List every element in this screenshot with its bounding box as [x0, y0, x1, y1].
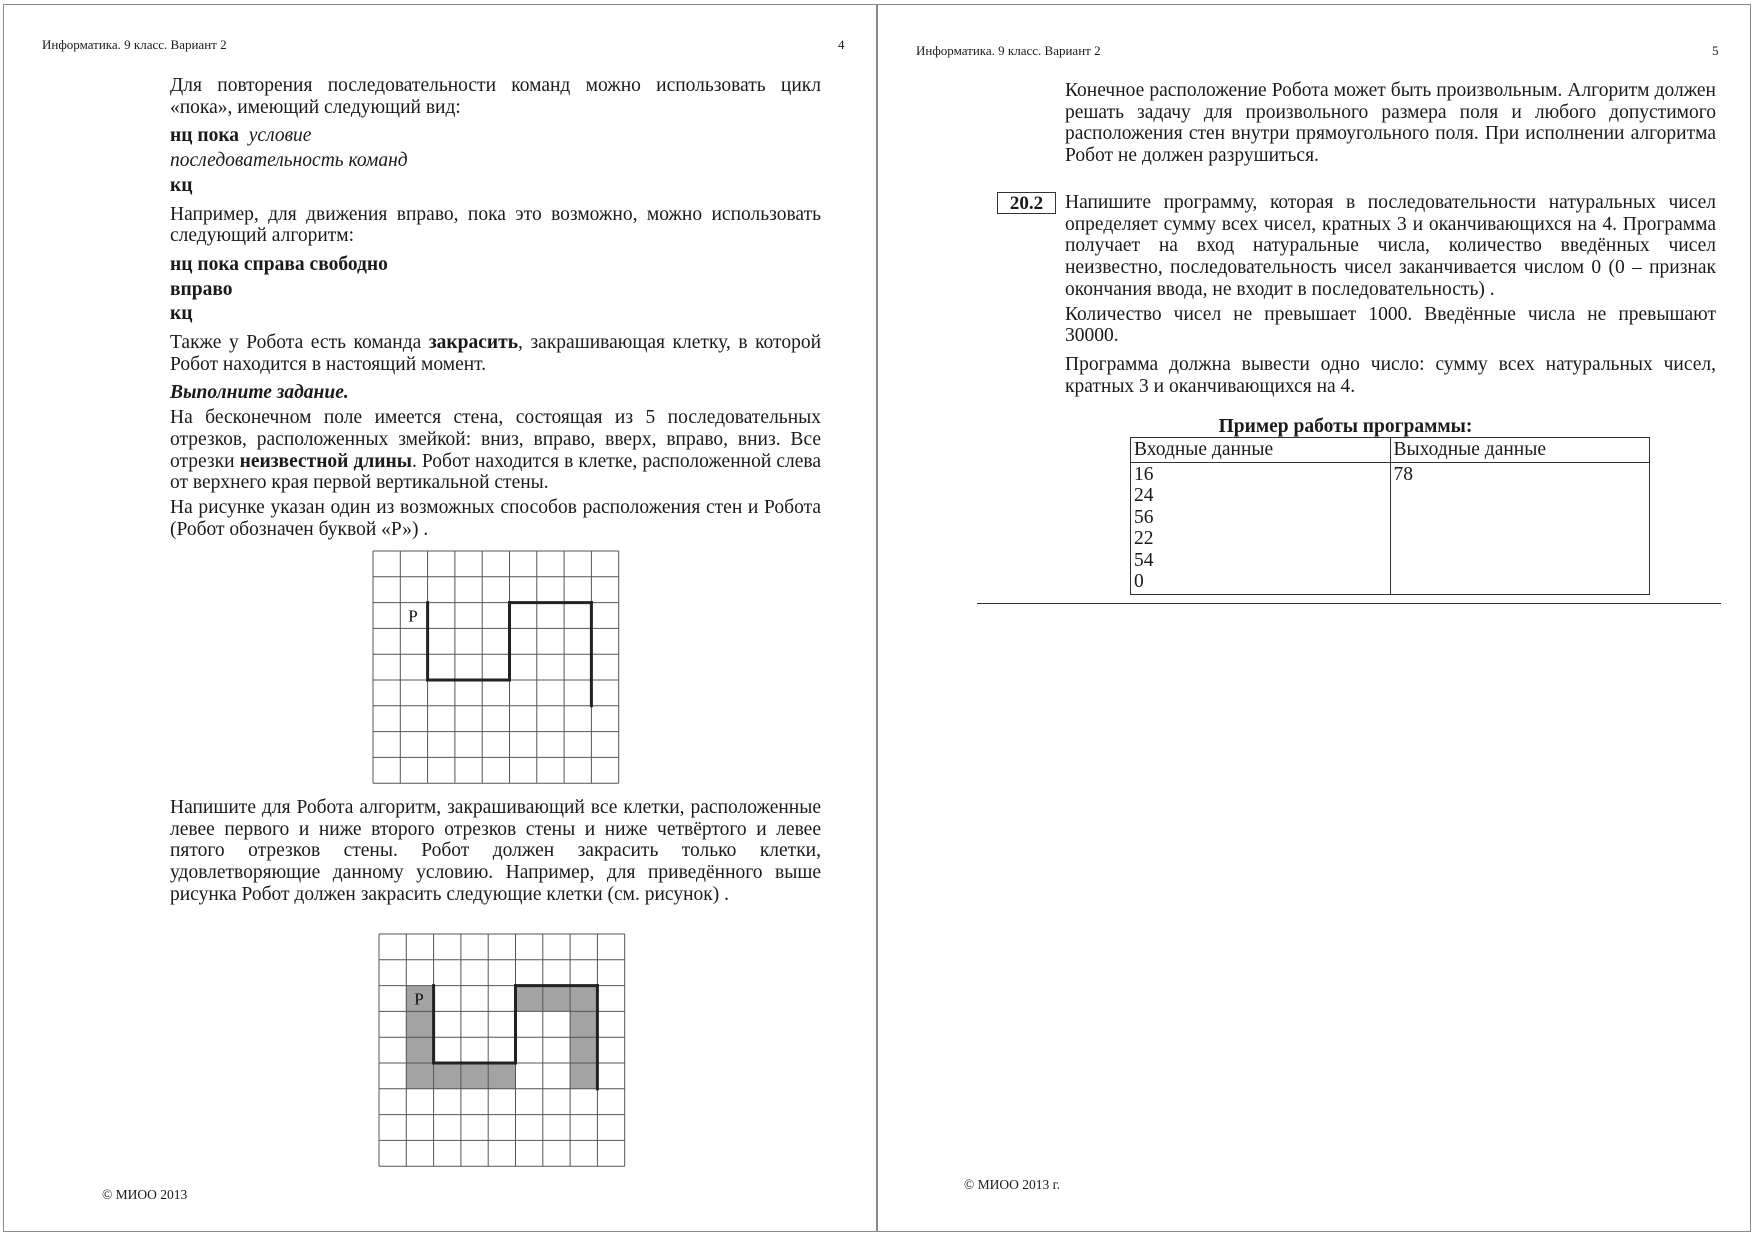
output-value: 78 [1393, 463, 1413, 485]
page-header-title: Информатика. 9 класс. Вариант 2 [916, 43, 1101, 58]
shaded-cell [516, 986, 543, 1012]
task-p1-post: . Робот находится в клетке, расположенной слева от верхнего края первой вертикальной стены. [170, 450, 821, 494]
task-paragraph-3: Программа должна вывести одно число: сумму всех натуральных чисел, кратных 3 и оканчивающихся на 4. [1065, 353, 1716, 397]
code-line-1: нц пока справа свободно [170, 253, 388, 275]
task-p1-bold: неизвестной длины [239, 450, 412, 472]
example-title: Пример работы программы: [1218, 416, 1473, 437]
shaded-cell [570, 1063, 597, 1089]
code-line-2: вправо [170, 278, 233, 300]
shaded-cell [461, 1063, 488, 1089]
continuation-paragraph: Конечное расположение Робота может быть произвольным. Алгоритм должен решать задачу для произвольного размера поля и любого допустимого расположения стен внутри прямоугольного поля. При исполнении алгоритма Робот не должен разрушиться. [1065, 80, 1716, 167]
input-value: 16 [1134, 463, 1154, 485]
right-page [877, 4, 1751, 1232]
shaded-cell [406, 1063, 433, 1089]
robot-field-shaded-diagram [378, 933, 628, 1169]
input-value: 24 [1134, 485, 1154, 506]
loop-keyword: нц пока [170, 125, 240, 147]
page-footer: © МИОО 2013 [102, 1187, 188, 1202]
task-paragraph-3: Напишите для Робота алгоритм, закрашивающий все клетки, расположенные левее первого и ниже второго отрезков стены и ниже четвёртого и левее пятого отрезков стены. Робот должен закрасить только клетки, удовлетворяющие данному условию. Например, для приведённого выше рисунка Робот должен закрасить следующие клетки (см. рисунок) . [170, 797, 821, 905]
column-header-output: Выходные данные [1390, 438, 1650, 463]
page-number: 4 [838, 37, 845, 52]
output-cell [1390, 462, 1650, 594]
shaded-cell [543, 986, 570, 1012]
table-row [1131, 462, 1650, 594]
task-heading: Выполните задание. [170, 382, 349, 404]
task-paragraph-2: На рисунке указан один из возможных способов расположения стен и Робота (Робот обозначен буквой «Р») . [170, 496, 821, 540]
task-p1-pre: На бесконечном поле имеется стена, состоящая из 5 последовательных отрезков, расположенных змейкой: вниз, вправо, вверх, вправо, вниз. Все отрезки [170, 407, 821, 472]
robot-field-diagram [372, 550, 622, 784]
paint-command: закрасить [428, 332, 519, 354]
left-text-block-1 [170, 75, 821, 540]
table-header-row [1131, 438, 1650, 463]
input-value: 0 [1134, 571, 1144, 592]
shaded-cell [406, 1011, 433, 1037]
page-number: 5 [1712, 43, 1719, 58]
left-text-block-2 [170, 797, 821, 906]
loop-intro-paragraph: Для повторения последовательности команд можно использовать цикл «пока», имеющий следующий вид: [170, 75, 821, 118]
section-divider [977, 603, 1721, 604]
right-text-block-2 [1065, 192, 1716, 397]
task-paragraph-1 [170, 407, 821, 494]
robot-marker: Р [408, 606, 418, 626]
shaded-cell [570, 1011, 597, 1037]
task-paragraph-2: Количество чисел не превышает 1000. Введённые числа не превышают 30000. [1065, 303, 1716, 347]
code-line-3: кц [170, 303, 193, 325]
page-footer: © МИОО 2013 г. [964, 1177, 1061, 1192]
page-header-title: Информатика. 9 класс. Вариант 2 [42, 37, 227, 52]
task-number-box: 20.2 [997, 192, 1056, 214]
paint-pre-text: Также у Робота есть команда [170, 332, 429, 354]
shaded-cell [406, 1037, 433, 1063]
task-paragraph-1: Напишите программу, которая в последовательности натуральных чисел определяет сумму всех чисел, кратных 3 и оканчивающихся на 4. Программа получает на вход натуральные числа, количество введённых чисел неизвестно, последовательность чисел заканчивается числом 0 (0 – признак окончания ввода, не входит в последовательность) . [1065, 192, 1716, 300]
robot-marker: Р [414, 989, 424, 1009]
loop-syntax-body: последовательность команд [170, 150, 408, 172]
input-value: 56 [1134, 506, 1154, 528]
shaded-cell [488, 1063, 515, 1089]
input-cell [1131, 462, 1391, 594]
paint-post-text: , закрашивающая клетку, в которой Робот находится в настоящий момент. [170, 332, 822, 375]
input-value: 22 [1134, 528, 1154, 549]
left-page [3, 4, 877, 1232]
shaded-cell [570, 1037, 597, 1063]
loop-condition: условие [248, 125, 312, 147]
shaded-cell [570, 986, 597, 1012]
paint-command-paragraph [170, 332, 821, 375]
input-value: 54 [1134, 549, 1154, 571]
column-header-input: Входные данные [1131, 438, 1391, 463]
shaded-cell [434, 1063, 461, 1089]
example-table [1130, 437, 1650, 595]
loop-syntax-line1 [170, 125, 821, 147]
loop-syntax-end: кц [170, 174, 193, 196]
right-text-block-1 [1065, 80, 1716, 167]
example-intro-paragraph: Например, для движения вправо, пока это возможно, можно использовать следующий алгоритм: [170, 203, 821, 247]
